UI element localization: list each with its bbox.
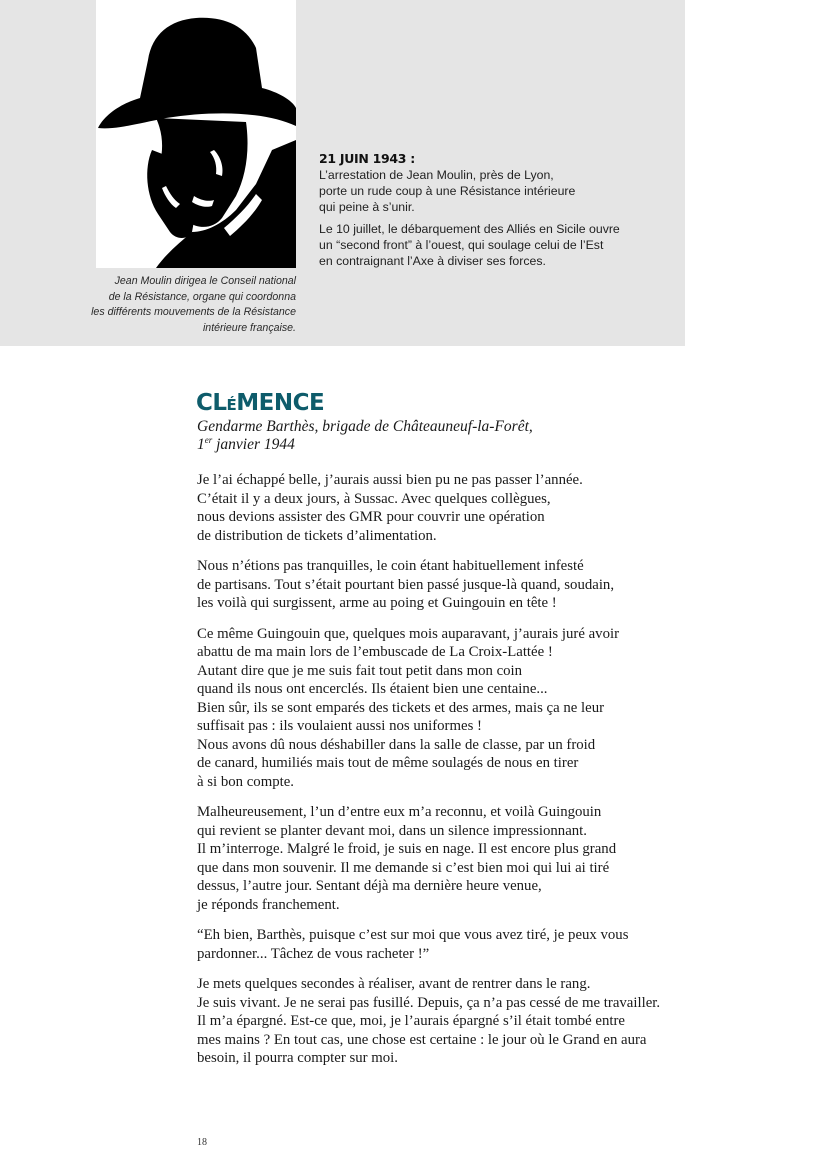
event-text-line: Le 10 juillet, le débarquement des Alliés en Sicile ouvre — [319, 222, 620, 236]
story-line: de canard, humiliés mais tout de même soulagés de nous en tirer — [197, 755, 579, 771]
story-line: mes mains ? En tout cas, une chose est certaine : le jour où le Grand en aura — [197, 1031, 647, 1048]
byline-date-rest: janvier 1944 — [212, 436, 295, 453]
event-text-line: qui peine à s’unir. — [319, 200, 415, 214]
sidebar-panel — [0, 0, 685, 346]
title-part: É — [226, 396, 237, 414]
story-line: de distribution de tickets d’alimentation. — [197, 527, 437, 544]
story-paragraph — [197, 625, 697, 792]
caption-line: intérieure française. — [202, 321, 296, 334]
story-line: les voilà qui surgissent, arme au poing et Guingouin en tête ! — [197, 595, 557, 611]
story-line: de partisans. Tout s’était pourtant bien passé jusque-là quand, soudain, — [197, 576, 615, 593]
story-line: que dans mon souvenir. Il me demande si c’est bien moi qui lui ai tiré — [197, 859, 610, 876]
story-title — [196, 390, 324, 418]
story-line: Malheureusement, l’un d’entre eux m’a reconnu, et voilà Guingouin — [197, 804, 602, 820]
story-byline — [197, 418, 677, 454]
story-line: Bien sûr, ils se sont emparés des tickets et des armes, mais ça ne leur — [197, 699, 605, 716]
story-line: abattu de ma main lors de l’embuscade de La Croix-Lattée ! — [197, 644, 553, 660]
story-line: Je l’ai échappé belle, j’aurais aussi bien pu ne pas passer l’année. — [197, 472, 583, 488]
story-paragraph — [197, 926, 697, 963]
caption-line: Jean Moulin dirigea le Conseil national — [114, 275, 296, 287]
story-line: suffisait pas : ils voulaient aussi nos uniformes ! — [197, 718, 482, 734]
story-line: quand ils nous ont encerclés. Ils étaient bien une centaine... — [197, 681, 548, 697]
story-paragraph — [197, 803, 697, 914]
byline-date-suffix: er — [204, 434, 213, 445]
story-paragraph — [197, 471, 697, 545]
story-line: nous devions assister des GMR pour couvrir une opération — [197, 509, 545, 525]
historical-event-box — [319, 151, 649, 269]
story-line: Il m’interroge. Malgré le froid, je suis en nage. Il est encore plus grand — [197, 841, 617, 857]
byline-date — [197, 436, 677, 454]
event-text-line: en contraignant l’Axe à diviser ses forces. — [319, 254, 546, 268]
story-line: à si bon compte. — [197, 773, 294, 790]
story-line: Il m’a épargné. Est-ce que, moi, je l’aurais épargné s’il était tombé entre — [197, 1013, 625, 1029]
event-text-line: porte un rude coup à une Résistance intérieure — [319, 184, 576, 198]
event-text-line: un “second front” à l’ouest, qui soulage celui de l’Est — [319, 238, 604, 252]
story-line: qui revient se planter devant moi, dans un silence impressionnant. — [197, 822, 587, 839]
byline-date-number: 1 — [197, 436, 205, 453]
byline-author: Gendarme Barthès, brigade de Châteauneuf-la-Forêt, — [197, 418, 533, 435]
photo-caption — [76, 274, 296, 336]
story-line: Nous n’étions pas tranquilles, le coin étant habituellement infesté — [197, 558, 584, 574]
event-text-line: L’arrestation de Jean Moulin, près de Lyon, — [319, 168, 554, 182]
page-number: 18 — [197, 1137, 207, 1148]
story-line: je réponds franchement. — [197, 896, 340, 913]
caption-line: de la Résistance, organe qui coordonna — [108, 290, 296, 303]
title-part: CL — [196, 390, 227, 416]
story-line: Ce même Guingouin que, quelques mois auparavant, j’aurais juré avoir — [197, 625, 620, 642]
story-line: Autant dire que je me suis fait tout petit dans mon coin — [197, 662, 523, 679]
story-paragraph — [197, 975, 697, 1068]
title-part: MENCE — [236, 390, 325, 416]
silhouette-portrait-icon — [96, 0, 296, 268]
story-line: besoin, il pourra compter sur moi. — [197, 1050, 398, 1066]
jean-moulin-photo — [96, 0, 296, 268]
story-line: Je suis vivant. Je ne serai pas fusillé. Depuis, ça n’a pas cessé de me travailler. — [197, 994, 661, 1011]
story-line: dessus, l’autre jour. Sentant déjà ma dernière heure venue, — [197, 878, 542, 894]
story-line: Nous avons dû nous déshabiller dans la salle de classe, par un froid — [197, 736, 596, 753]
story-paragraph — [197, 557, 697, 613]
story-line: “Eh bien, Barthès, puisque c’est sur moi que vous avez tiré, je peux vous — [197, 927, 629, 943]
story-line: pardonner... Tâchez de vous racheter !” — [197, 945, 430, 962]
story-body — [197, 471, 697, 1080]
story-line: C’était il y a deux jours, à Sussac. Avec quelques collègues, — [197, 490, 551, 507]
story-line: Je mets quelques secondes à réaliser, avant de rentrer dans le rang. — [197, 976, 591, 992]
caption-line: les différents mouvements de la Résistance — [91, 306, 296, 318]
event-date: 21 JUIN 1943 : — [319, 151, 415, 166]
